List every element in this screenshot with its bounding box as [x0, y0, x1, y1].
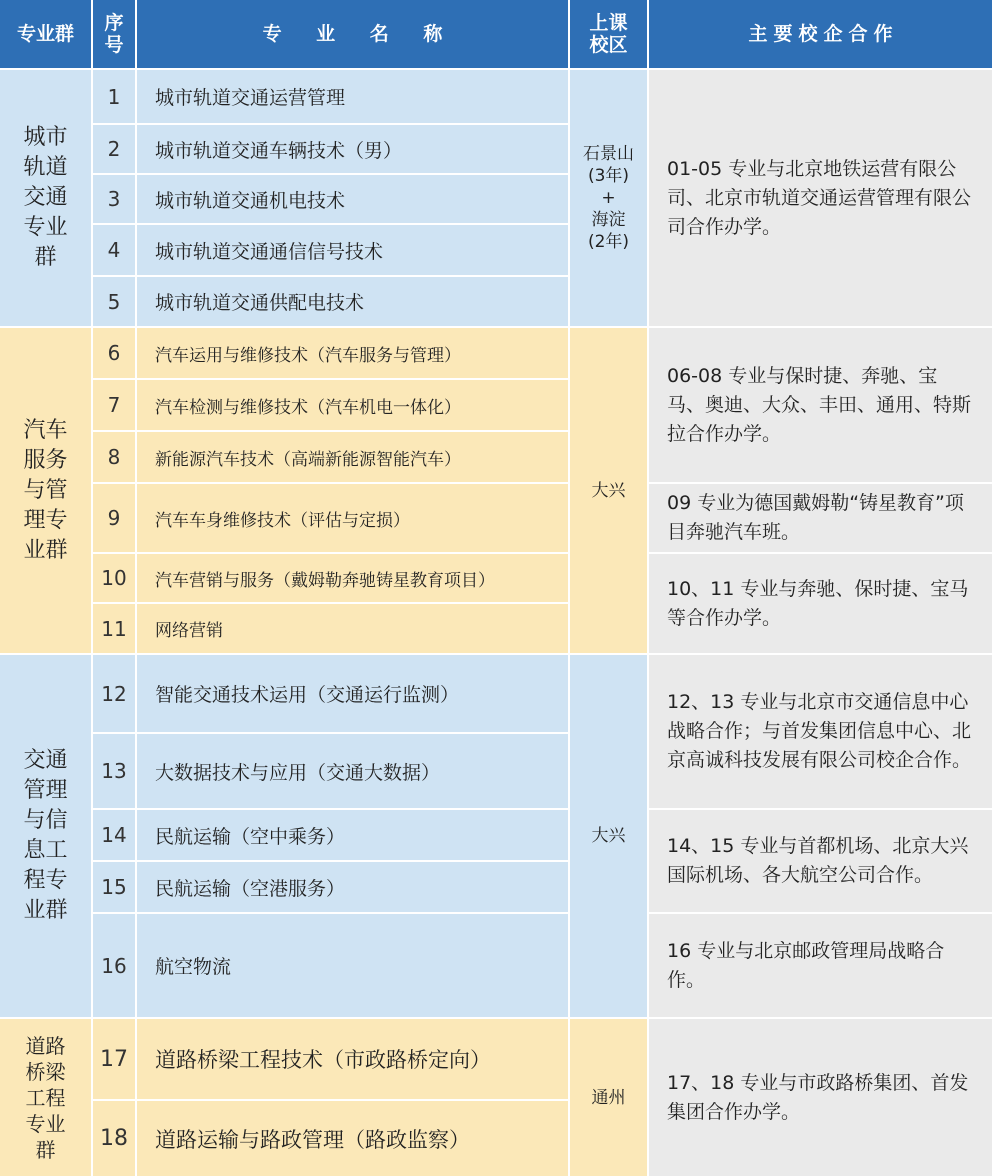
coop-auto-2: [649, 484, 992, 552]
major-no: 12: [93, 655, 135, 732]
major-name: 汽车车身维修技术（评估与定损）: [137, 484, 568, 552]
major-name: 新能源汽车技术（高端新能源智能汽车）: [137, 432, 568, 482]
coop-text: 14、15 专业与首都机场、北京大兴国际机场、各大航空公司合作。: [667, 835, 969, 886]
coop-text: 16 专业与北京邮政管理局战略合作。: [667, 939, 945, 991]
campus-road: 通州: [570, 1019, 647, 1176]
major-name: 城市轨道交通通信信号技术: [137, 225, 568, 275]
major-name: 汽车营销与服务（戴姆勒奔驰铸星教育项目）: [137, 554, 568, 602]
major-name: 网络营销: [137, 604, 568, 653]
campus-traffic: 大兴: [570, 655, 647, 1017]
group-traffic-label: 交通管理与信息工程专业群: [23, 748, 68, 923]
major-no: 18: [93, 1101, 135, 1176]
major-name: 民航运输（空中乘务）: [137, 810, 568, 860]
header-campus: 上课 校区: [570, 0, 647, 68]
coop-text: 12、13 专业与北京市交通信息中心战略合作；与首发集团信息中心、北京高诚科技发展有限公司校企合作。: [667, 691, 972, 771]
major-name: 航空物流: [137, 914, 568, 1017]
major-name: 汽车运用与维修技术（汽车服务与管理）: [137, 328, 568, 378]
major-no: 7: [93, 380, 135, 430]
major-name: 城市轨道交通供配电技术: [137, 277, 568, 326]
coop-rail: [649, 70, 992, 326]
group-rail: [0, 70, 91, 326]
major-name: 道路桥梁工程技术（市政路桥定向）: [137, 1019, 568, 1099]
group-road-label: 道路桥梁工程专业群: [25, 1033, 66, 1162]
major-no: 13: [93, 734, 135, 808]
major-no: 2: [93, 125, 135, 173]
major-no: 11: [93, 604, 135, 653]
header-cooperation: 主要校企合作: [649, 0, 992, 68]
major-name: 汽车检测与维修技术（汽车机电一体化）: [137, 380, 568, 430]
major-no: 15: [93, 862, 135, 912]
major-no: 8: [93, 432, 135, 482]
major-no: 17: [93, 1019, 135, 1099]
header-group: 专业群: [0, 0, 91, 68]
major-no: 16: [93, 914, 135, 1017]
coop-text: 06-08 专业与保时捷、奔驰、宝马、奥迪、大众、丰田、通用、特斯拉合作办学。: [667, 364, 972, 445]
coop-text: 17、18 专业与市政路桥集团、首发集团合作办学。: [667, 1071, 969, 1123]
coop-auto-1: [649, 328, 992, 482]
major-no: 3: [93, 175, 135, 223]
group-auto-label: 汽车服务与管理专业群: [23, 417, 68, 563]
major-name: 道路运输与路政管理（路政监察）: [137, 1101, 568, 1176]
major-no: 5: [93, 277, 135, 326]
major-name: 城市轨道交通车辆技术（男）: [137, 125, 568, 173]
coop-traffic-2: [649, 810, 992, 912]
major-name: 大数据技术与应用（交通大数据）: [137, 734, 568, 808]
group-traffic: [0, 655, 91, 1017]
coop-auto-3: [649, 554, 992, 653]
coop-traffic-3: [649, 914, 992, 1017]
coop-text: 09 专业为德国戴姆勒“铸星教育”项目奔驰汽车班。: [667, 492, 964, 543]
coop-traffic-1: [649, 655, 992, 808]
coop-text: 01-05 专业与北京地铁运营有限公司、北京市轨道交通运营管理有限公司合作办学。: [667, 157, 972, 238]
major-no: 9: [93, 484, 135, 552]
major-name: 城市轨道交通运营管理: [137, 70, 568, 123]
coop-text: 10、11 专业与奔驰、保时捷、宝马等合作办学。: [667, 577, 969, 629]
major-name: 民航运输（空港服务）: [137, 862, 568, 912]
major-no: 4: [93, 225, 135, 275]
major-name: 城市轨道交通机电技术: [137, 175, 568, 223]
campus-rail: 石景山 (3年) + 海淀 (2年): [570, 70, 647, 326]
header-major: 专 业 名 称: [137, 0, 568, 68]
header-seq: 序 号: [93, 0, 135, 68]
major-no: 10: [93, 554, 135, 602]
group-rail-label: 城市轨道交通专业群: [23, 125, 68, 270]
major-no: 14: [93, 810, 135, 860]
group-auto: [0, 328, 91, 653]
campus-auto: 大兴: [570, 328, 647, 653]
major-name: 智能交通技术运用（交通运行监测）: [137, 655, 568, 732]
group-road: [0, 1019, 91, 1176]
major-no: 1: [93, 70, 135, 123]
coop-road: [649, 1019, 992, 1176]
major-no: 6: [93, 328, 135, 378]
